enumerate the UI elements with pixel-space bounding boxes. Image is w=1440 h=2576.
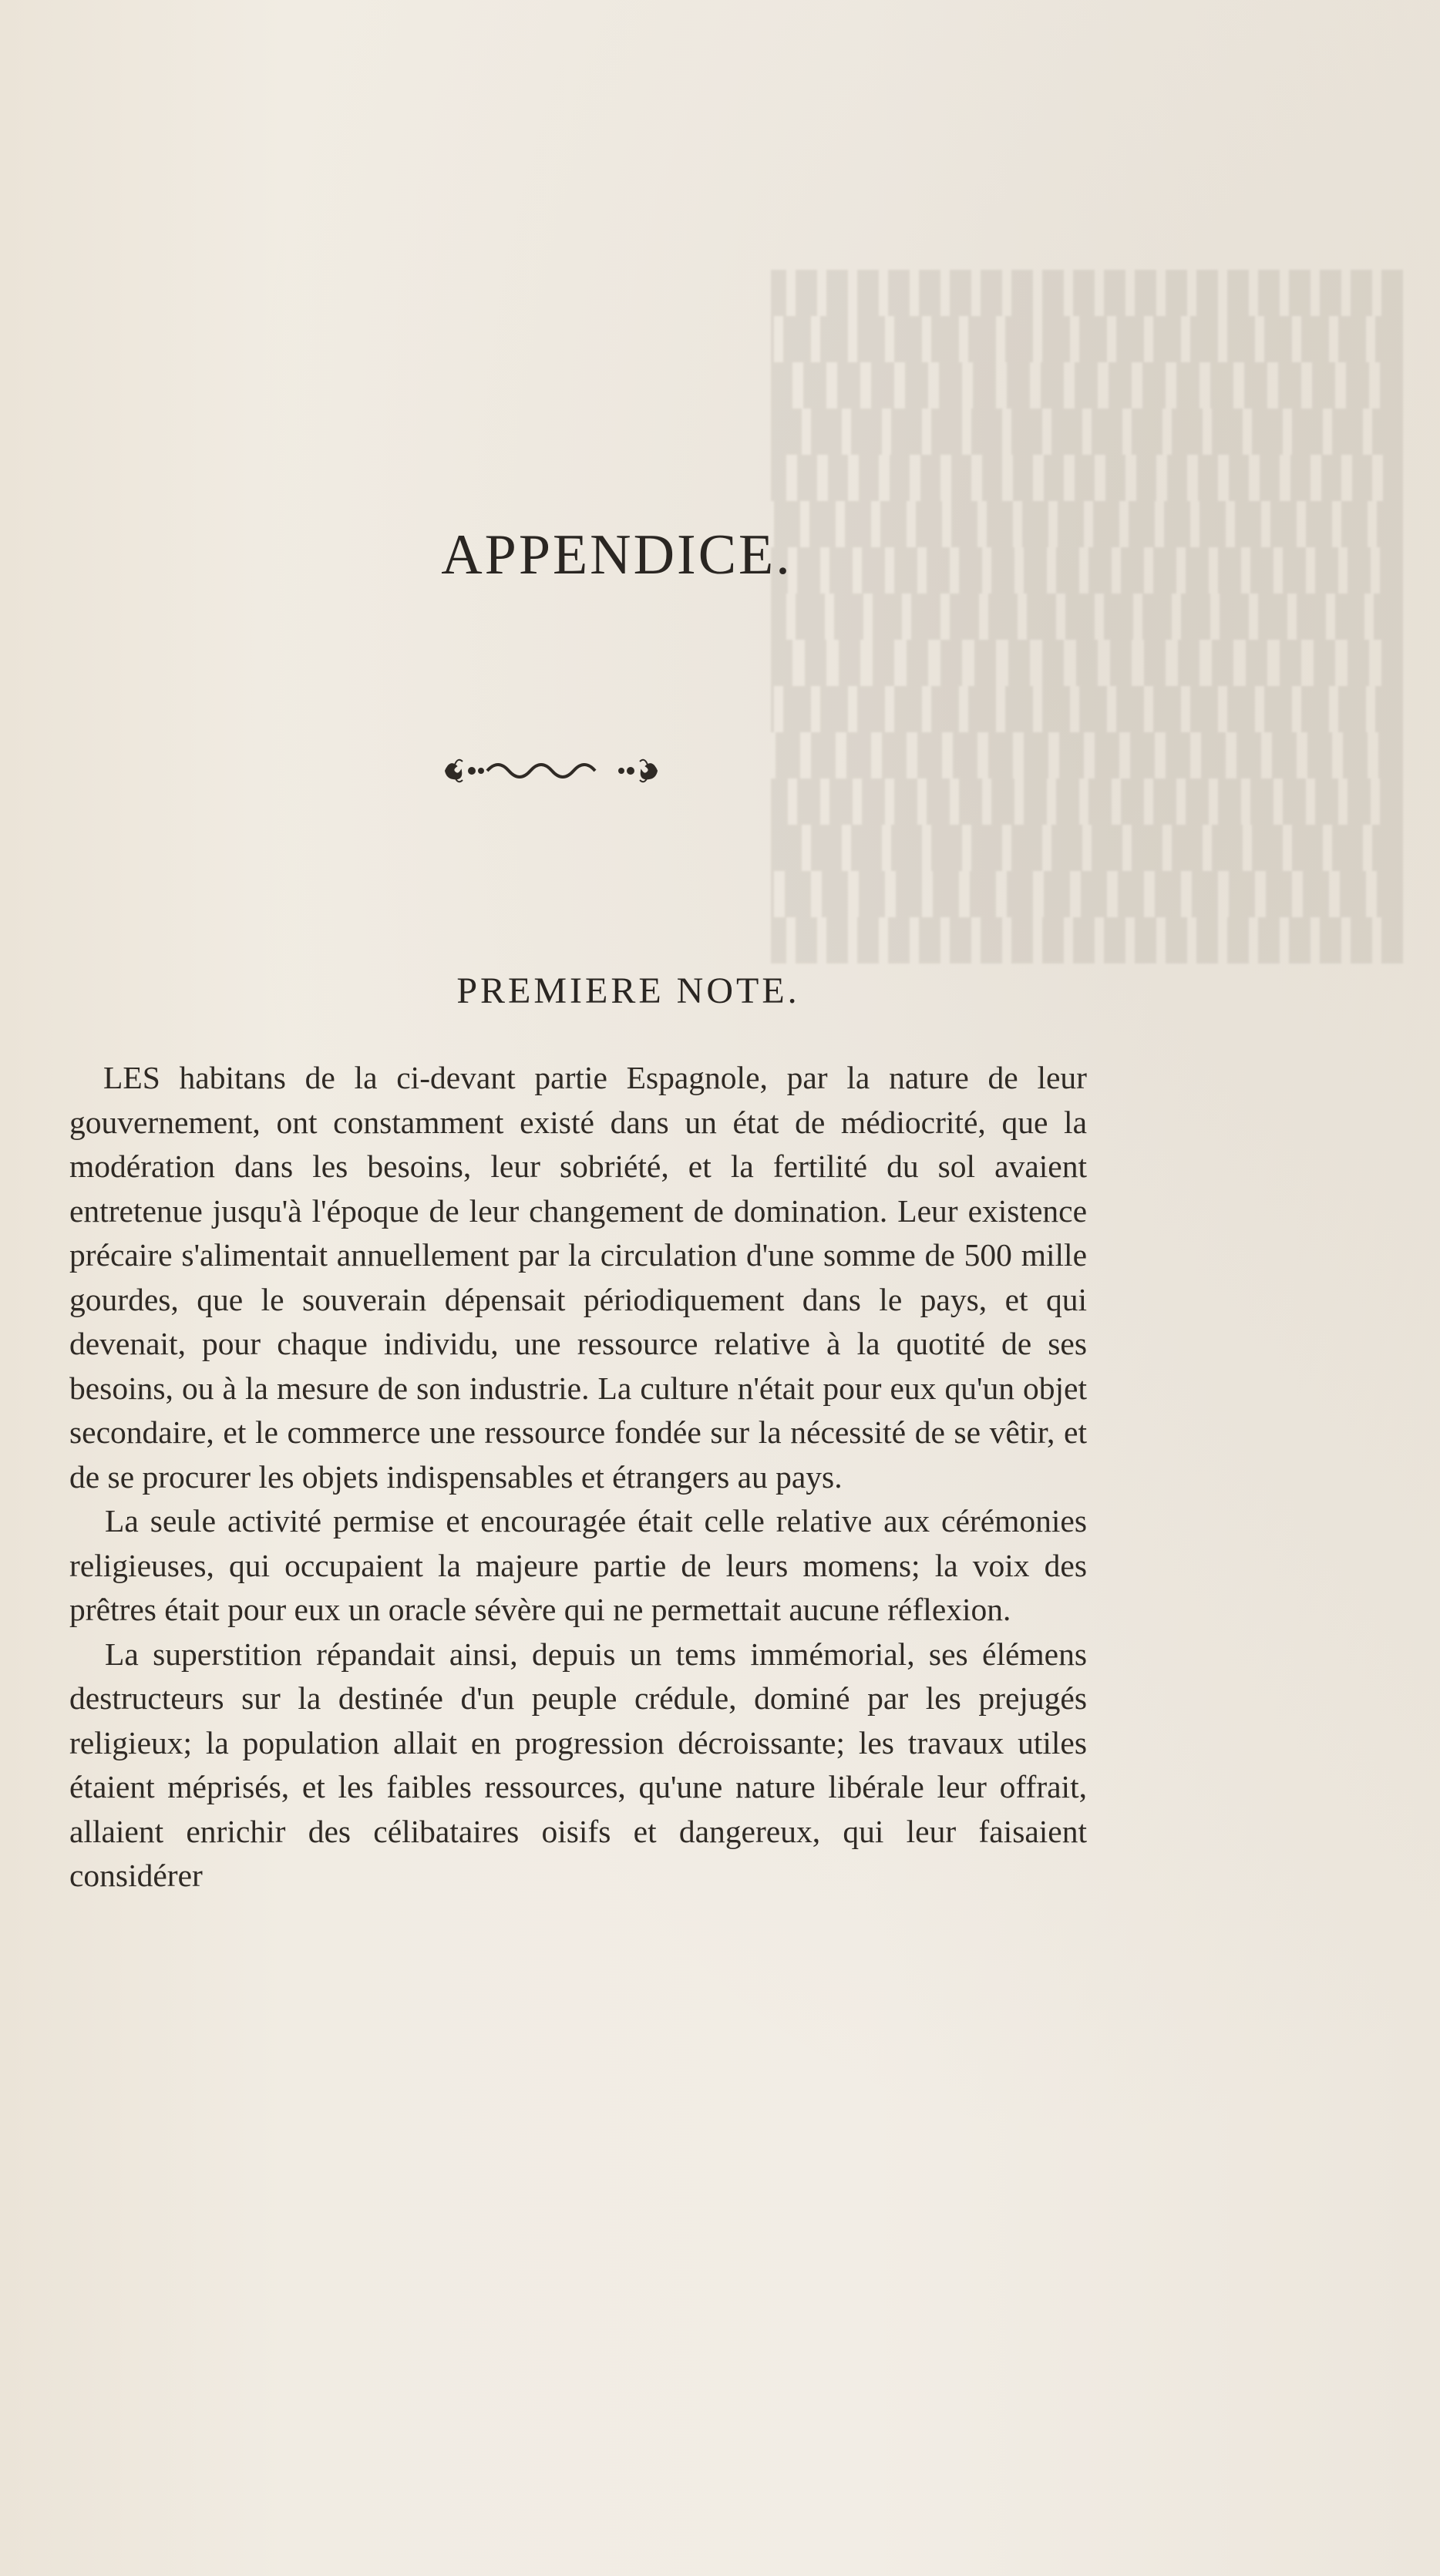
paragraph: LES habitans de la ci-devant partie Espagnole, par la nature de leur gouvernement, ont constamment existé dans un état de médiocrité, que la modération dans les besoins, leur sobriété, et la fertilité du sol avaient entretenue jusqu'à l'époque de leur changement de domination. Leur existence précaire s'alimentait annuellement par la circulation d'une somme de 500 mille gourdes, que le souverain dépensait périodiquement dans le pays, et qui devenait, pour chaque individu, une ressource relative à la quotité de ses besoins, ou à la mesure de son industrie. La culture n'était pour eux qu'un objet secondaire, et le commerce une ressource fondée sur la nécessité de se vêtir, et de se procurer les objets indispensables et étrangers au pays.: [69, 1060, 1087, 1495]
flourish-ornament-icon: [439, 748, 663, 794]
show-through-bleed: [771, 224, 1403, 1033]
paragraph: La seule activité permise et encouragée était celle relative aux cérémonies religieuses, qui occupaient la majeure partie de leurs momens; la voix des prêtres était pour eux un oracle sévère qui ne permettait aucune réflexion.: [69, 1503, 1087, 1627]
body-text: [69, 1056, 1087, 1898]
section-heading: PREMIERE NOTE.: [456, 970, 800, 1011]
paragraph: La superstition répandait ainsi, depuis un tems immémorial, ses élémens destructeurs sur la destinée d'un peuple crédule, dominé par les prejugés religieux; la population allait en progression décroissante; les travaux utiles étaient méprisés, et les faibles ressources, qu'une nature libérale leur offrait, allaient enrichir des célibataires oisifs et dangereux, qui leur faisaient considérer: [69, 1636, 1087, 1893]
page-title: APPENDICE.: [441, 523, 792, 587]
